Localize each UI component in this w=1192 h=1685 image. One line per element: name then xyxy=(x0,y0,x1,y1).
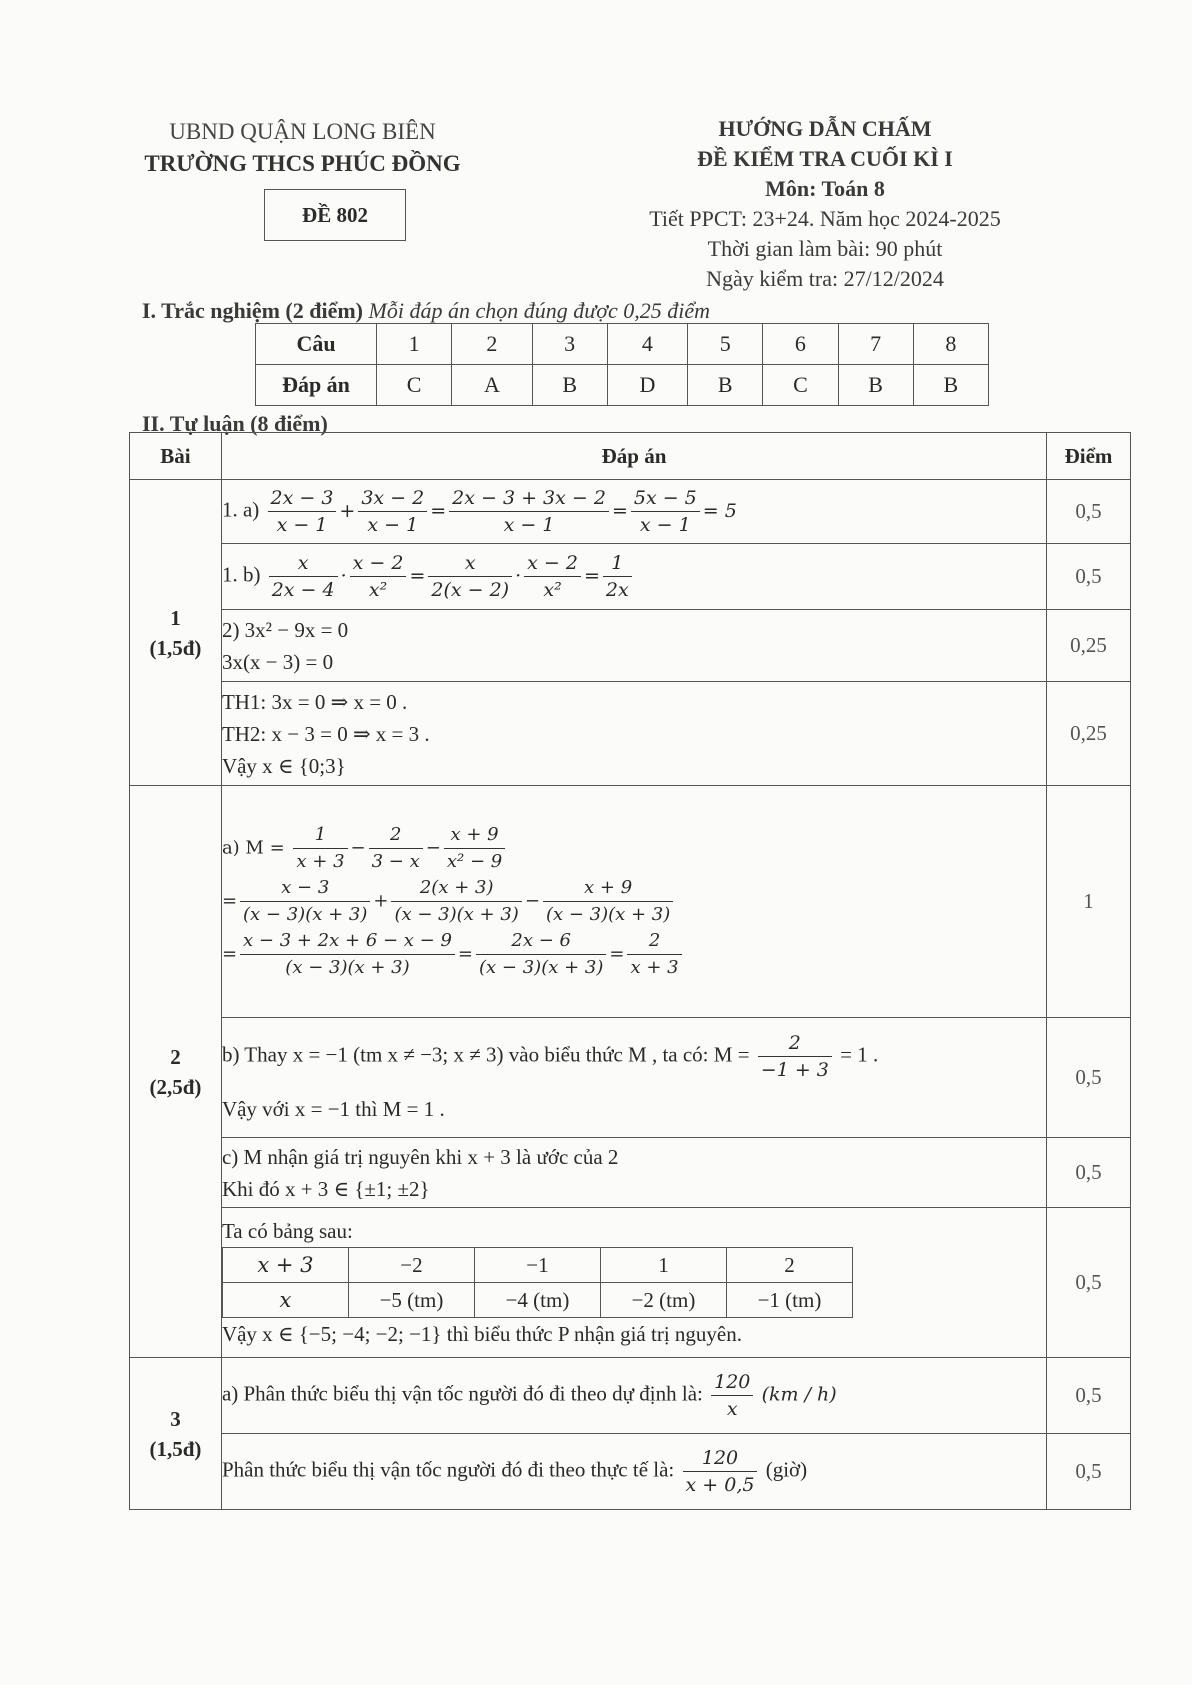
score-cell: 0,5 xyxy=(1047,1018,1131,1138)
score-cell: 0,5 xyxy=(1047,544,1131,610)
problem-1-label xyxy=(130,480,222,786)
score-cell: 0,25 xyxy=(1047,682,1131,786)
question-number: 4 xyxy=(607,324,687,365)
answer-cell: B xyxy=(532,365,607,406)
header-left xyxy=(130,116,475,180)
table-cell: −2 xyxy=(348,1248,474,1283)
duration: Thời gian làm bài: 90 phút xyxy=(707,236,943,261)
math-line: Vậy x ∈ {0;3} xyxy=(221,753,346,778)
math-line: Khi đó x + 3 ∈ {±1; ±2} xyxy=(221,1176,430,1201)
score-cell: 1 xyxy=(1047,786,1131,1018)
table-row xyxy=(222,1283,852,1318)
answer-cell: A xyxy=(452,365,532,406)
col-header-bai: Bài xyxy=(130,433,222,480)
question-number: 1 xyxy=(377,324,452,365)
col-header-diem: Điểm xyxy=(1047,433,1131,480)
part1-note: Mỗi đáp án chọn đúng được 0,25 điểm xyxy=(368,298,710,323)
answer-cell: B xyxy=(913,365,988,406)
answer-2c xyxy=(221,1138,1046,1208)
school-name: TRƯỜNG THCS PHÚC ĐỒNG xyxy=(144,151,461,176)
answer-1-2-cases xyxy=(221,682,1046,786)
exam-date: Ngày kiểm tra: 27/12/2024 xyxy=(706,266,944,291)
score-cell: 0,5 xyxy=(1047,1358,1131,1434)
problem-2-label xyxy=(130,786,222,1358)
score-cell: 0,5 xyxy=(1047,1434,1131,1510)
problem-number: 3 xyxy=(170,1406,181,1431)
score-cell: 0,5 xyxy=(1047,480,1131,544)
table-cell: x xyxy=(222,1283,348,1318)
district-name: UBND QUẬN LONG BIÊN xyxy=(169,119,436,144)
problem-number: 1 xyxy=(170,605,181,630)
answer-3b: Phân thức biểu thị vận tốc người đó đi theo thực tế là: $\frac{120}{x + 0,5}$ (giờ) xyxy=(221,1434,1046,1510)
conclusion: Vậy x ∈ {−5; −4; −2; −1} thì biểu thức P nhận giá trị nguyên. xyxy=(221,1322,742,1346)
score-cell: 0,5 xyxy=(1047,1138,1131,1208)
question-number: 6 xyxy=(763,324,838,365)
answer-cell: C xyxy=(377,365,452,406)
score-cell: 0,25 xyxy=(1047,610,1131,682)
problem-points: (2,5đ) xyxy=(149,1074,202,1099)
math-line: = $\frac{x - 3 + 2x + 6 - x - 9}{(x - 3)(x + 3)}$ = $\frac{2x - 6}{(x - 3)(x + 3)}$ = $\frac{2}{x + 3}$ xyxy=(222,928,1046,981)
exam-code-box: ĐỀ 802 xyxy=(264,189,406,241)
math-line: TH1: 3x = 0 ⇒ x = 0 . xyxy=(221,689,408,714)
answer-cell: D xyxy=(607,365,687,406)
answer-3a: a) Phân thức biểu thị vận tốc người đó đi theo dự định là: $\frac{120}{x}$ (km / h) xyxy=(221,1358,1046,1434)
guide-title: HƯỚNG DẪN CHẤM xyxy=(718,116,932,141)
table-cell: −2 (tm) xyxy=(600,1283,726,1318)
question-number: 2 xyxy=(452,324,532,365)
answer-key-table xyxy=(255,323,989,406)
subject: Môn: Toán 8 xyxy=(765,176,885,201)
table-cell: 1 xyxy=(600,1248,726,1283)
question-number: 3 xyxy=(532,324,607,365)
problem-number: 2 xyxy=(170,1044,181,1069)
score-cell: 0,5 xyxy=(1047,1208,1131,1358)
math-line: 2) 3x² − 9x = 0 xyxy=(221,617,349,642)
math-line: b) Thay x = −1 (tm x ≠ −3; x ≠ 3) vào biểu thức M , ta có: M = $\frac{2}{-1 + 3}$ = 1 . xyxy=(221,1032,879,1081)
part2-title: II. Tự luận (8 điểm) xyxy=(142,411,328,436)
question-row xyxy=(256,324,989,365)
math-expression: $\frac{x}{2x - 4}$ · $\frac{x - 2}{\text{x²}}$ = $\frac{x}{2(x - 2)}$ · $\frac{x - 2}{\text{x²}}$ = $\frac{1}{2x}$ xyxy=(266,565,635,587)
table-cell: −5 (tm) xyxy=(348,1283,474,1318)
table-cell: −1 xyxy=(474,1248,600,1283)
answer-cell: B xyxy=(838,365,913,406)
answer-2c-table xyxy=(221,1208,1046,1358)
question-number: 8 xyxy=(913,324,988,365)
header-right xyxy=(600,114,1050,294)
math-line: 3x(x − 3) = 0 xyxy=(221,649,334,674)
problem-3-label xyxy=(130,1358,222,1510)
table-cell: −1 (tm) xyxy=(726,1283,852,1318)
answer-cell: B xyxy=(688,365,763,406)
answer-1a xyxy=(221,480,1046,544)
table-cell: 2 xyxy=(726,1248,852,1283)
math-line: a) M = $\frac{1}{x + 3}$ − $\frac{2}{3 - x}$ − $\frac{x + 9}{\text{x² − 9}}$ xyxy=(222,822,1046,875)
table-cell: x + 3 xyxy=(222,1248,348,1283)
answer-1-2 xyxy=(221,610,1046,682)
item-label: 1. a) xyxy=(221,497,260,522)
math-line: TH2: x − 3 = 0 ⇒ x = 3 . xyxy=(221,721,430,746)
col-header-dapan: Đáp án xyxy=(221,433,1046,480)
question-header: Câu xyxy=(256,324,377,365)
answer-1b xyxy=(221,544,1046,610)
part1-title: I. Trắc nghiệm (2 điểm) xyxy=(142,298,363,323)
math-line: = $\frac{x - 3}{(x - 3)(x + 3)}$ + $\frac{2(x + 3)}{(x - 3)(x + 3)}$ − $\frac{x + 9}{(x - 3)(x + 3)}$ xyxy=(222,875,1046,928)
answer-2a xyxy=(221,786,1046,1018)
math-expression: $\frac{2x - 3}{x - 1}$ + $\frac{3x - 2}{x - 1}$ = $\frac{2x - 3 + 3x - 2}{x - 1}$ = $\frac{5x - 5}{x - 1}$ = 5 xyxy=(265,500,737,522)
divisor-table xyxy=(222,1247,853,1318)
period: Tiết PPCT: 23+24. Năm học 2024-2025 xyxy=(649,206,1001,231)
table-row xyxy=(222,1248,852,1283)
answer-row xyxy=(256,365,989,406)
problem-points: (1,5đ) xyxy=(149,635,202,660)
essay-answer-table xyxy=(129,432,1131,1510)
exam-title: ĐỀ KIỂM TRA CUỐI KÌ I xyxy=(697,146,953,171)
answer-cell: C xyxy=(763,365,838,406)
math-line: Vậy với x = −1 thì M = 1 . xyxy=(221,1097,445,1121)
table-intro: Ta có bảng sau: xyxy=(221,1219,353,1243)
problem-points: (1,5đ) xyxy=(149,1436,202,1461)
part1-heading xyxy=(142,298,710,324)
item-label: 1. b) xyxy=(221,562,261,587)
question-number: 5 xyxy=(688,324,763,365)
answer-2b xyxy=(221,1018,1046,1138)
answer-header: Đáp án xyxy=(256,365,377,406)
question-number: 7 xyxy=(838,324,913,365)
table-cell: −4 (tm) xyxy=(474,1283,600,1318)
math-line: c) M nhận giá trị nguyên khi x + 3 là ước của 2 xyxy=(221,1144,619,1169)
